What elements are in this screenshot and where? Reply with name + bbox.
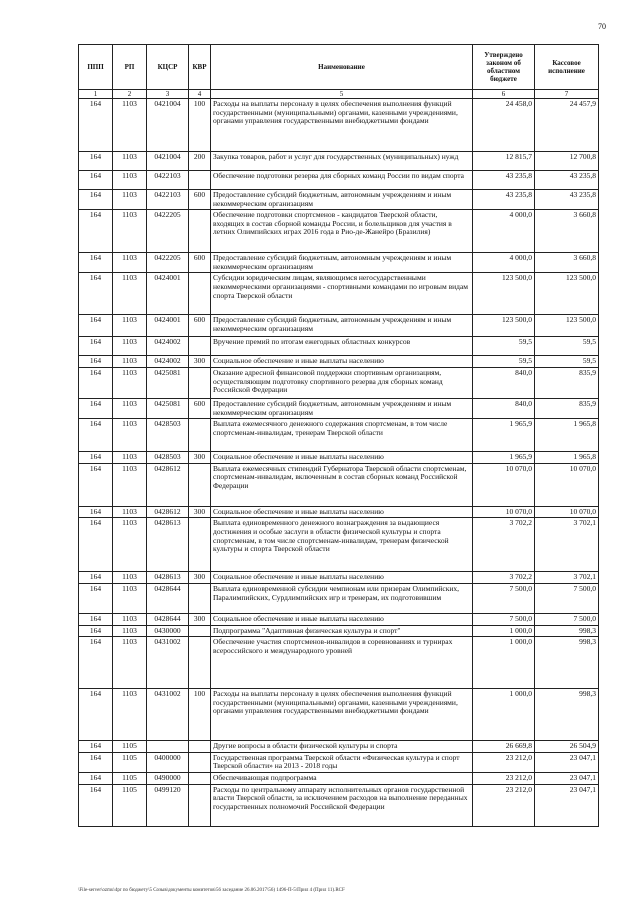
cell-executed: 7 500,0 — [535, 583, 599, 613]
column-number: 7 — [535, 90, 599, 99]
cell-ppp: 164 — [79, 689, 113, 741]
cell-name: Закупка товаров, работ и услуг для государственных (муниципальных) нужд — [211, 152, 473, 171]
cell-rp: 1103 — [113, 253, 147, 273]
cell-rp: 1103 — [113, 315, 147, 337]
cell-kvr — [189, 637, 211, 689]
cell-ppp: 164 — [79, 367, 113, 398]
cell-kcsr: 0424001 — [147, 315, 189, 337]
cell-executed: 1 965,8 — [535, 452, 599, 464]
cell-kcsr: 0424002 — [147, 356, 189, 368]
cell-name: Расходы на выплаты персоналу в целях обеспечения выполнения функций государственными (муниципальными) органами, казенными учреждениями, органами управления государственными внебюджетными фондами — [211, 689, 473, 741]
cell-approved: 12 815,7 — [473, 152, 535, 171]
cell-kvr — [189, 463, 211, 506]
cell-kvr — [189, 210, 211, 253]
cell-executed: 3 702,1 — [535, 572, 599, 584]
table-row — [79, 583, 599, 613]
cell-rp: 1103 — [113, 337, 147, 356]
cell-kcsr: 0422205 — [147, 253, 189, 273]
header-approved: Утверждено законом об областном бюджете — [473, 45, 535, 90]
cell-rp: 1105 — [113, 752, 147, 772]
cell-name: Обеспечение подготовки спортсменов - кандидатов Тверской области, входящих в состав сборной команды России, и болельщиков для участия в летних Олимпийских играх 2016 года в Рио-де-Жанейро (Бразилия) — [211, 210, 473, 253]
cell-rp: 1103 — [113, 367, 147, 398]
cell-kvr: 600 — [189, 398, 211, 418]
cell-approved: 1 000,0 — [473, 637, 535, 689]
cell-rp: 1103 — [113, 152, 147, 171]
cell-name: Социальное обеспечение и иные выплаты населению — [211, 452, 473, 464]
column-number: 3 — [147, 90, 189, 99]
cell-kcsr: 0431002 — [147, 637, 189, 689]
table-row — [79, 253, 599, 273]
cell-name: Выплата единовременного денежного вознаграждения за выдающиеся достижения и особые заслуги в области физической культуры и спорта спортсменам, в том числе спортсменам-инвалидам, тренерам физической культуры и спорта Тверской области — [211, 518, 473, 572]
table-row — [79, 273, 599, 315]
cell-name: Расходы по центральному аппарату исполнительных органов государственной власти Тверской области, за исключением расходов на выполнение переданных государственных полномочий Российской Федерации — [211, 784, 473, 826]
cell-kvr — [189, 583, 211, 613]
cell-name: Другие вопросы в области физической культуры и спорта — [211, 741, 473, 753]
header-name: Наименование — [211, 45, 473, 90]
cell-ppp: 164 — [79, 171, 113, 190]
cell-kvr — [189, 419, 211, 452]
cell-executed: 123 500,0 — [535, 273, 599, 315]
table-row — [79, 99, 599, 152]
cell-kvr — [189, 772, 211, 784]
cell-executed: 12 700,8 — [535, 152, 599, 171]
cell-rp: 1103 — [113, 99, 147, 152]
cell-executed: 24 457,9 — [535, 99, 599, 152]
cell-name: Государственная программа Тверской области «Физическая культура и спорт Тверской области» на 2013 - 2018 годы — [211, 752, 473, 772]
table-row — [79, 625, 599, 637]
table-row — [79, 784, 599, 826]
cell-approved: 10 070,0 — [473, 463, 535, 506]
cell-rp: 1105 — [113, 784, 147, 826]
page-number: 70 — [598, 22, 606, 31]
cell-rp: 1103 — [113, 190, 147, 210]
cell-rp: 1103 — [113, 689, 147, 741]
cell-rp: 1103 — [113, 518, 147, 572]
cell-approved: 1 000,0 — [473, 625, 535, 637]
cell-kcsr: 0422103 — [147, 190, 189, 210]
cell-name: Расходы на выплаты персоналу в целях обеспечения выполнения функций государственными (муниципальными) органами, казенными учреждениями, органами управления государственными внебюджетными фондами — [211, 99, 473, 152]
cell-rp: 1103 — [113, 356, 147, 368]
cell-name: Предоставление субсидий бюджетным, автономным учреждениям и иным некоммерческим организациям — [211, 315, 473, 337]
cell-name: Вручение премий по итогам ежегодных областных конкурсов — [211, 337, 473, 356]
cell-kvr: 200 — [189, 152, 211, 171]
cell-rp: 1103 — [113, 583, 147, 613]
cell-kvr: 600 — [189, 253, 211, 273]
cell-name: Обеспечивающая подпрограмма — [211, 772, 473, 784]
cell-executed: 23 047,1 — [535, 784, 599, 826]
cell-approved: 1 965,9 — [473, 452, 535, 464]
cell-ppp: 164 — [79, 741, 113, 753]
cell-kvr — [189, 367, 211, 398]
cell-approved: 840,0 — [473, 367, 535, 398]
cell-approved: 1 000,0 — [473, 689, 535, 741]
cell-executed: 835,9 — [535, 367, 599, 398]
cell-ppp: 164 — [79, 583, 113, 613]
cell-approved: 4 000,0 — [473, 210, 535, 253]
cell-approved: 59,5 — [473, 356, 535, 368]
cell-name: Подпрограмма "Адаптивная физическая культура и спорт" — [211, 625, 473, 637]
table-row — [79, 452, 599, 464]
cell-kvr: 100 — [189, 99, 211, 152]
cell-name: Выплата ежемесячного денежного содержания спортсменам, в том числе спортсменам-инвалидам, тренерам Тверской области — [211, 419, 473, 452]
cell-kvr: 100 — [189, 689, 211, 741]
cell-approved: 1 965,9 — [473, 419, 535, 452]
header-row — [79, 45, 599, 90]
cell-rp: 1103 — [113, 506, 147, 518]
cell-rp: 1103 — [113, 419, 147, 452]
cell-approved: 23 212,0 — [473, 772, 535, 784]
cell-approved: 7 500,0 — [473, 583, 535, 613]
cell-kcsr: 0400000 — [147, 752, 189, 772]
cell-kcsr: 0431002 — [147, 689, 189, 741]
column-number: 1 — [79, 90, 113, 99]
cell-kcsr: 0428644 — [147, 583, 189, 613]
cell-ppp: 164 — [79, 253, 113, 273]
cell-kcsr: 0490000 — [147, 772, 189, 784]
cell-executed: 43 235,8 — [535, 171, 599, 190]
cell-executed: 3 702,1 — [535, 518, 599, 572]
cell-ppp: 164 — [79, 772, 113, 784]
cell-kvr — [189, 518, 211, 572]
table-row — [79, 689, 599, 741]
table-row — [79, 419, 599, 452]
cell-kcsr: 0428613 — [147, 518, 189, 572]
table-row — [79, 741, 599, 753]
cell-ppp: 164 — [79, 419, 113, 452]
table-row — [79, 337, 599, 356]
table-row — [79, 463, 599, 506]
cell-kcsr: 0425081 — [147, 367, 189, 398]
cell-rp: 1103 — [113, 613, 147, 625]
cell-executed: 998,3 — [535, 625, 599, 637]
cell-approved: 123 500,0 — [473, 273, 535, 315]
cell-kcsr: 0424001 — [147, 273, 189, 315]
cell-name: Выплата единовременной субсидии чемпионам или призерам Олимпийских, Паралимпийских, Сурдлимпийских игр и тренерам, их подготовившим — [211, 583, 473, 613]
cell-kcsr: 0424002 — [147, 337, 189, 356]
cell-approved: 23 212,0 — [473, 784, 535, 826]
cell-executed: 3 660,8 — [535, 210, 599, 253]
table-row — [79, 398, 599, 418]
cell-approved: 26 669,8 — [473, 741, 535, 753]
cell-ppp: 164 — [79, 463, 113, 506]
cell-ppp: 164 — [79, 337, 113, 356]
cell-kvr — [189, 171, 211, 190]
cell-ppp: 164 — [79, 752, 113, 772]
cell-ppp: 164 — [79, 784, 113, 826]
cell-name: Обеспечение участия спортсменов-инвалидов в соревнованиях и турнирах всероссийского и международного уровней — [211, 637, 473, 689]
cell-rp: 1103 — [113, 637, 147, 689]
cell-rp: 1103 — [113, 398, 147, 418]
cell-approved: 43 235,8 — [473, 171, 535, 190]
cell-rp: 1103 — [113, 572, 147, 584]
header-executed: Кассовое исполнение — [535, 45, 599, 90]
cell-ppp: 164 — [79, 190, 113, 210]
cell-ppp: 164 — [79, 625, 113, 637]
table-row — [79, 315, 599, 337]
cell-executed: 43 235,8 — [535, 190, 599, 210]
cell-kcsr: 0422205 — [147, 210, 189, 253]
cell-name: Оказание адресной финансовой поддержки спортивным организациям, осуществляющим подготовку спортивного резерва для сборных команд Российской Федерации — [211, 367, 473, 398]
cell-kcsr: 0428644 — [147, 613, 189, 625]
table-row — [79, 613, 599, 625]
column-number: 4 — [189, 90, 211, 99]
cell-name: Обеспечение подготовки резерва для сборных команд России по видам спорта — [211, 171, 473, 190]
budget-execution-table — [78, 44, 599, 827]
cell-approved: 10 070,0 — [473, 506, 535, 518]
cell-rp: 1105 — [113, 741, 147, 753]
cell-kcsr: 0499120 — [147, 784, 189, 826]
cell-kcsr: 0425081 — [147, 398, 189, 418]
column-number: 2 — [113, 90, 147, 99]
table-row — [79, 772, 599, 784]
cell-name: Социальное обеспечение и иные выплаты населению — [211, 613, 473, 625]
cell-approved: 7 500,0 — [473, 613, 535, 625]
cell-rp: 1103 — [113, 273, 147, 315]
cell-kvr: 300 — [189, 572, 211, 584]
column-number: 6 — [473, 90, 535, 99]
cell-ppp: 164 — [79, 637, 113, 689]
cell-executed: 1 965,8 — [535, 419, 599, 452]
cell-executed: 998,3 — [535, 689, 599, 741]
column-number-row — [79, 90, 599, 99]
cell-approved: 3 702,2 — [473, 518, 535, 572]
cell-approved: 24 458,0 — [473, 99, 535, 152]
table-row — [79, 637, 599, 689]
file-path-footer: \File-server\ozmu\4pr по бюджету\5 Созыв\документы комитетов\56 заседание 26.06.2017\56) 1496-П-5\Прил 4 (Прил 11).RCF — [78, 888, 345, 893]
cell-kvr: 300 — [189, 356, 211, 368]
cell-ppp: 164 — [79, 613, 113, 625]
cell-ppp: 164 — [79, 452, 113, 464]
cell-executed: 123 500,0 — [535, 315, 599, 337]
cell-executed: 7 500,0 — [535, 613, 599, 625]
cell-executed: 23 047,1 — [535, 772, 599, 784]
cell-name: Социальное обеспечение и иные выплаты населению — [211, 356, 473, 368]
cell-kcsr: 0428503 — [147, 419, 189, 452]
cell-kcsr: 0428612 — [147, 463, 189, 506]
table-row — [79, 506, 599, 518]
cell-ppp: 164 — [79, 572, 113, 584]
cell-kvr: 600 — [189, 190, 211, 210]
cell-approved: 43 235,8 — [473, 190, 535, 210]
cell-kcsr: 0428503 — [147, 452, 189, 464]
cell-kvr — [189, 784, 211, 826]
cell-rp: 1103 — [113, 210, 147, 253]
cell-ppp: 164 — [79, 398, 113, 418]
cell-kvr — [189, 752, 211, 772]
cell-kcsr — [147, 741, 189, 753]
cell-kcsr: 0430000 — [147, 625, 189, 637]
table-row — [79, 572, 599, 584]
cell-kcsr: 0428613 — [147, 572, 189, 584]
cell-kvr — [189, 741, 211, 753]
cell-name: Предоставление субсидий бюджетным, автономным учреждениям и иным некоммерческим организациям — [211, 253, 473, 273]
cell-ppp: 164 — [79, 315, 113, 337]
cell-name: Субсидии юридическим лицам, являющимся негосударственными некоммерческими организациями - спортивными командами по игровым видам спорта Тверской области — [211, 273, 473, 315]
cell-kvr — [189, 337, 211, 356]
cell-executed: 23 047,1 — [535, 752, 599, 772]
cell-rp: 1103 — [113, 171, 147, 190]
cell-executed: 835,9 — [535, 398, 599, 418]
header-kcsr: КЦСР — [147, 45, 189, 90]
cell-ppp: 164 — [79, 99, 113, 152]
cell-rp: 1103 — [113, 452, 147, 464]
cell-name: Социальное обеспечение и иные выплаты населению — [211, 572, 473, 584]
table-row — [79, 210, 599, 253]
cell-ppp: 164 — [79, 210, 113, 253]
cell-kvr: 300 — [189, 506, 211, 518]
cell-approved: 23 212,0 — [473, 752, 535, 772]
header-ppp: ППП — [79, 45, 113, 90]
cell-ppp: 164 — [79, 152, 113, 171]
header-kvr: КВР — [189, 45, 211, 90]
cell-ppp: 164 — [79, 506, 113, 518]
cell-name: Выплата ежемесячных стипендий Губернатора Тверской области спортсменам, спортсменам-инвалидам, включенным в состав сборных команд Российской Федерации — [211, 463, 473, 506]
cell-executed: 10 070,0 — [535, 463, 599, 506]
cell-executed: 26 504,9 — [535, 741, 599, 753]
cell-name: Социальное обеспечение и иные выплаты населению — [211, 506, 473, 518]
cell-ppp: 164 — [79, 518, 113, 572]
table-row — [79, 190, 599, 210]
cell-kvr: 300 — [189, 613, 211, 625]
cell-kcsr: 0422103 — [147, 171, 189, 190]
cell-name: Предоставление субсидий бюджетным, автономным учреждениям и иным некоммерческим организациям — [211, 398, 473, 418]
cell-approved: 59,5 — [473, 337, 535, 356]
column-number: 5 — [211, 90, 473, 99]
table-row — [79, 171, 599, 190]
cell-executed: 10 070,0 — [535, 506, 599, 518]
cell-approved: 840,0 — [473, 398, 535, 418]
cell-kvr — [189, 273, 211, 315]
cell-kcsr: 0421004 — [147, 152, 189, 171]
cell-executed: 998,3 — [535, 637, 599, 689]
cell-executed: 59,5 — [535, 356, 599, 368]
cell-kcsr: 0428612 — [147, 506, 189, 518]
cell-rp: 1103 — [113, 625, 147, 637]
cell-name: Предоставление субсидий бюджетным, автономным учреждениям и иным некоммерческим организациям — [211, 190, 473, 210]
table-row — [79, 152, 599, 171]
cell-ppp: 164 — [79, 273, 113, 315]
cell-executed: 59,5 — [535, 337, 599, 356]
cell-kvr: 300 — [189, 452, 211, 464]
cell-approved: 3 702,2 — [473, 572, 535, 584]
cell-rp: 1103 — [113, 463, 147, 506]
cell-executed: 3 660,8 — [535, 253, 599, 273]
cell-kcsr: 0421004 — [147, 99, 189, 152]
cell-approved: 4 000,0 — [473, 253, 535, 273]
cell-approved: 123 500,0 — [473, 315, 535, 337]
table-row — [79, 356, 599, 368]
header-rp: РП — [113, 45, 147, 90]
cell-kvr: 600 — [189, 315, 211, 337]
table-row — [79, 518, 599, 572]
cell-rp: 1105 — [113, 772, 147, 784]
table-row — [79, 752, 599, 772]
table-row — [79, 367, 599, 398]
cell-kvr — [189, 625, 211, 637]
cell-ppp: 164 — [79, 356, 113, 368]
